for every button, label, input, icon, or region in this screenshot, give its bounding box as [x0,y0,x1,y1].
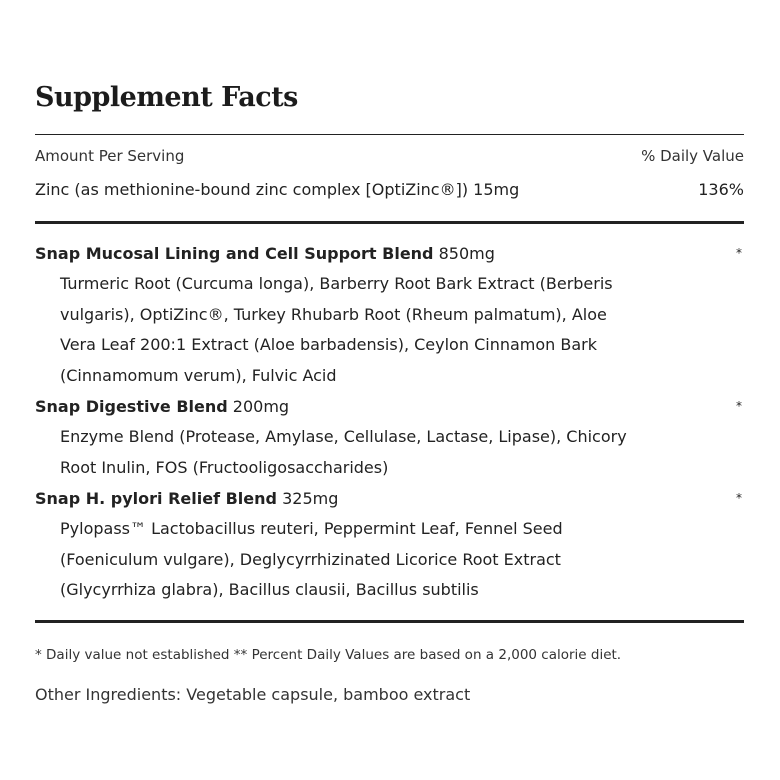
blend-item [35,391,744,483]
blend-ingredients: Enzyme Blend (Protease, Amylase, Cellulase, Lactase, Lipase), Chicory Root Inulin, FOS (Fructooligosaccharides) [60,427,627,477]
blend-header [35,238,744,269]
blend-name: Snap Mucosal Lining and Cell Support Blend [35,244,434,263]
blend-amount: 850mg [438,244,495,263]
blends-list [35,224,744,620]
panel-title: Supplement Facts [35,82,298,113]
supplement-facts-panel [35,78,744,707]
blend-item [35,483,744,606]
blend-name: Snap H. pylori Relief Blend [35,489,277,508]
blend-amount: 200mg [232,397,290,416]
other-ingredients: Other Ingredients: Vegetable capsule, bamboo extract [35,684,471,704]
blend-header [35,483,744,514]
amount-per-serving-label: Amount Per Serving [35,147,185,165]
blend-ingredients: Pylopass™ Lactobacillus reuteri, Peppermint Leaf, Fennel Seed (Foeniculum vulgare), Deglycyrrhizinated Licorice Root Extract (Glycyrrhiza glabra), Bacillus clausii, Bacillus subtilis [60,519,563,599]
zinc-row [35,175,744,221]
blend-item [35,238,744,391]
divider-thick-lower [35,620,744,623]
blend-ingredients: Turmeric Root (Curcuma longa), Barberry Root Bark Extract (Berberis vulgaris), OptiZinc®, Turkey Rhubarb Root (Rheum palmatum), Aloe Vera Leaf 200:1 Extract (Aloe barbadensis), Ceylon Cinnamon Bark (Cinnamomum verum), Fulvic Acid [60,274,613,385]
blend-daily-value: * [736,491,742,505]
zinc-daily-value: 136% [698,180,744,199]
blend-daily-value: * [736,246,742,260]
blend-daily-value: * [736,399,742,413]
blend-name: Snap Digestive Blend [35,397,228,416]
daily-value-label: % Daily Value [641,147,744,165]
zinc-label: Zinc (as methionine-bound zinc complex [OptiZinc®]) 15mg [35,180,520,199]
header-row [35,135,744,175]
blend-header [35,391,744,422]
footnote: * Daily value not established ** Percent Daily Values are based on a 2,000 calorie diet. [35,646,622,663]
blend-amount: 325mg [282,489,339,508]
